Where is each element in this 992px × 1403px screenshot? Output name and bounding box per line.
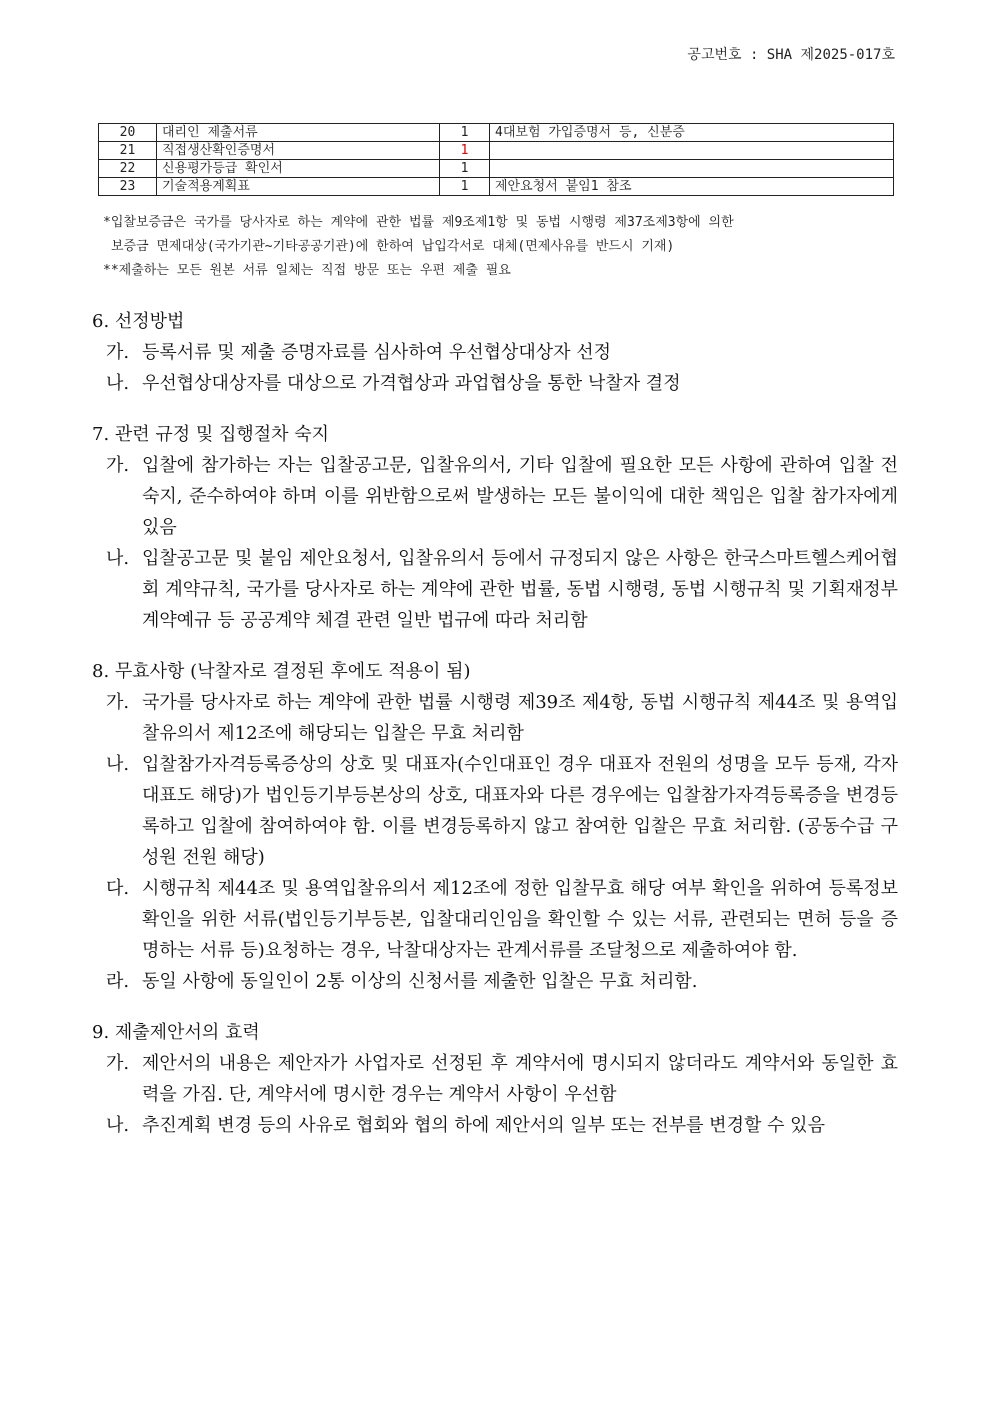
- item-text: 우선협상대상자를 대상으로 가격협상과 과업협상을 통한 낙찰자 결정: [142, 373, 681, 394]
- item-marker: 다.: [106, 878, 130, 899]
- section-proposal-validity: [92, 1017, 898, 1141]
- list-item: [106, 873, 898, 966]
- item-marker: 가.: [106, 455, 130, 476]
- row-number: 23: [99, 178, 157, 196]
- document-note: 제안요청서 붙임1 참조: [490, 178, 894, 196]
- document-name: 신용평가등급 확인서: [157, 160, 440, 178]
- section-selection-method: [92, 306, 898, 399]
- document-note: 4대보험 가입증명서 등, 신분증: [490, 124, 894, 142]
- item-marker: 가.: [106, 342, 130, 363]
- document-name: 직접생산확인증명서: [157, 142, 440, 160]
- notice-number: 공고번호 : SHA 제2025-017호: [687, 47, 895, 63]
- section-title: 7. 관련 규정 및 집행절차 숙지: [92, 424, 330, 445]
- item-text: 입찰에 참가하는 자는 입찰공고문, 입찰유의서, 기타 입찰에 필요한 모든 사항에 관하여 입찰 전 숙지, 준수하여야 하며 이를 위반함으로써 발생하는 모든 불이익에 대한 책임은 입찰 참가자에게 있음: [142, 455, 898, 538]
- document-quantity: 1: [440, 160, 490, 178]
- document-note: [490, 142, 894, 160]
- section-title: 9. 제출제안서의 효력: [92, 1022, 260, 1043]
- document-name: 대리인 제출서류: [157, 124, 440, 142]
- table-row: [99, 178, 894, 196]
- table-row: [99, 160, 894, 178]
- item-marker: 나.: [106, 373, 130, 394]
- document-name: 기술적용계획표: [157, 178, 440, 196]
- row-number: 20: [99, 124, 157, 142]
- section-regulations: [92, 419, 898, 636]
- list-item: [106, 749, 898, 873]
- item-text: 국가를 당사자로 하는 계약에 관한 법률 시행령 제39조 제4항, 동법 시행규칙 제44조 및 용역입찰유의서 제12조에 해당되는 입찰은 무효 처리함: [142, 692, 898, 744]
- table-footnotes: [103, 211, 898, 283]
- item-text: 동일 사항에 동일인이 2통 이상의 신청서를 제출한 입찰은 무효 처리함.: [142, 971, 698, 992]
- list-item: [106, 966, 898, 997]
- footnote-bid-bond-continued: 보증금 면제대상(국가기관~기타공공기관)에 한하여 납입각서로 대체(면제사유를 반드시 기재): [111, 239, 675, 254]
- list-item: [106, 687, 898, 749]
- item-text: 제안서의 내용은 제안자가 사업자로 선정된 후 계약서에 명시되지 않더라도 계약서와 동일한 효력을 가짐. 단, 계약서에 명시한 경우는 계약서 사항이 우선함: [142, 1053, 898, 1105]
- footnote-bid-bond: *입찰보증금은 국가를 당사자로 하는 계약에 관한 법률 제9조제1항 및 동법 시행령 제37조제3항에 의한: [103, 215, 734, 230]
- document-body: [92, 306, 898, 1161]
- document-note: [490, 160, 894, 178]
- document-quantity: 1: [440, 142, 490, 160]
- item-marker: 나.: [106, 1115, 130, 1136]
- list-item: [106, 368, 898, 399]
- item-text: 입찰공고문 및 붙임 제안요청서, 입찰유의서 등에서 규정되지 않은 사항은 한국스마트헬스케어협회 계약규칙, 국가를 당사자로 하는 계약에 관한 법률, 동법 시행령, 동법 시행규칙 및 기획재정부 계약예규 등 공공계약 체결 관련 일반 법규에 따라 처리함: [142, 548, 898, 631]
- item-text: 등록서류 및 제출 증명자료를 심사하여 우선협상대상자 선정: [142, 342, 612, 363]
- item-marker: 가.: [106, 1053, 130, 1074]
- item-marker: 라.: [106, 971, 130, 992]
- section-invalidity: [92, 656, 898, 997]
- list-item: [106, 450, 898, 543]
- item-text: 입찰참가자격등록증상의 상호 및 대표자(수인대표인 경우 대표자 전원의 성명을 모두 등재, 각자 대표도 해당)가 법인등기부등본상의 상호, 대표자와 다른 경우에는 입찰참가자격등록증을 변경등록하고 입찰에 참여하여야 함. 이를 변경등록하지 않고 참여한 입찰은 무효 처리함. (공동수급 구성원 전원 해당): [142, 754, 898, 868]
- list-item: [106, 1110, 898, 1141]
- item-marker: 가.: [106, 692, 130, 713]
- document-table: [98, 123, 894, 196]
- item-marker: 나.: [106, 548, 130, 569]
- item-text: 시행규칙 제44조 및 용역입찰유의서 제12조에 정한 입찰무효 해당 여부 확인을 위하여 등록정보 확인을 위한 서류(법인등기부등본, 입찰대리인임을 확인할 수 있는 서류, 관련되는 면허 등을 증명하는 서류 등)요청하는 경우, 낙찰대상자는 관계서류를 조달청으로 제출하여야 함.: [142, 878, 898, 961]
- footnote-originals: **제출하는 모든 원본 서류 일체는 직접 방문 또는 우편 제출 필요: [103, 263, 511, 278]
- table-row: [99, 142, 894, 160]
- list-item: [106, 543, 898, 636]
- list-item: [106, 1048, 898, 1110]
- document-quantity: 1: [440, 178, 490, 196]
- row-number: 22: [99, 160, 157, 178]
- row-number: 21: [99, 142, 157, 160]
- table-row: [99, 124, 894, 142]
- list-item: [106, 337, 898, 368]
- item-text: 추진계획 변경 등의 사유로 협회와 협의 하에 제안서의 일부 또는 전부를 변경할 수 있음: [142, 1115, 825, 1136]
- section-title: 8. 무효사항 (낙찰자로 결정된 후에도 적용이 됨): [92, 661, 471, 682]
- item-marker: 나.: [106, 754, 130, 775]
- section-title: 6. 선정방법: [92, 311, 185, 332]
- document-quantity: 1: [440, 124, 490, 142]
